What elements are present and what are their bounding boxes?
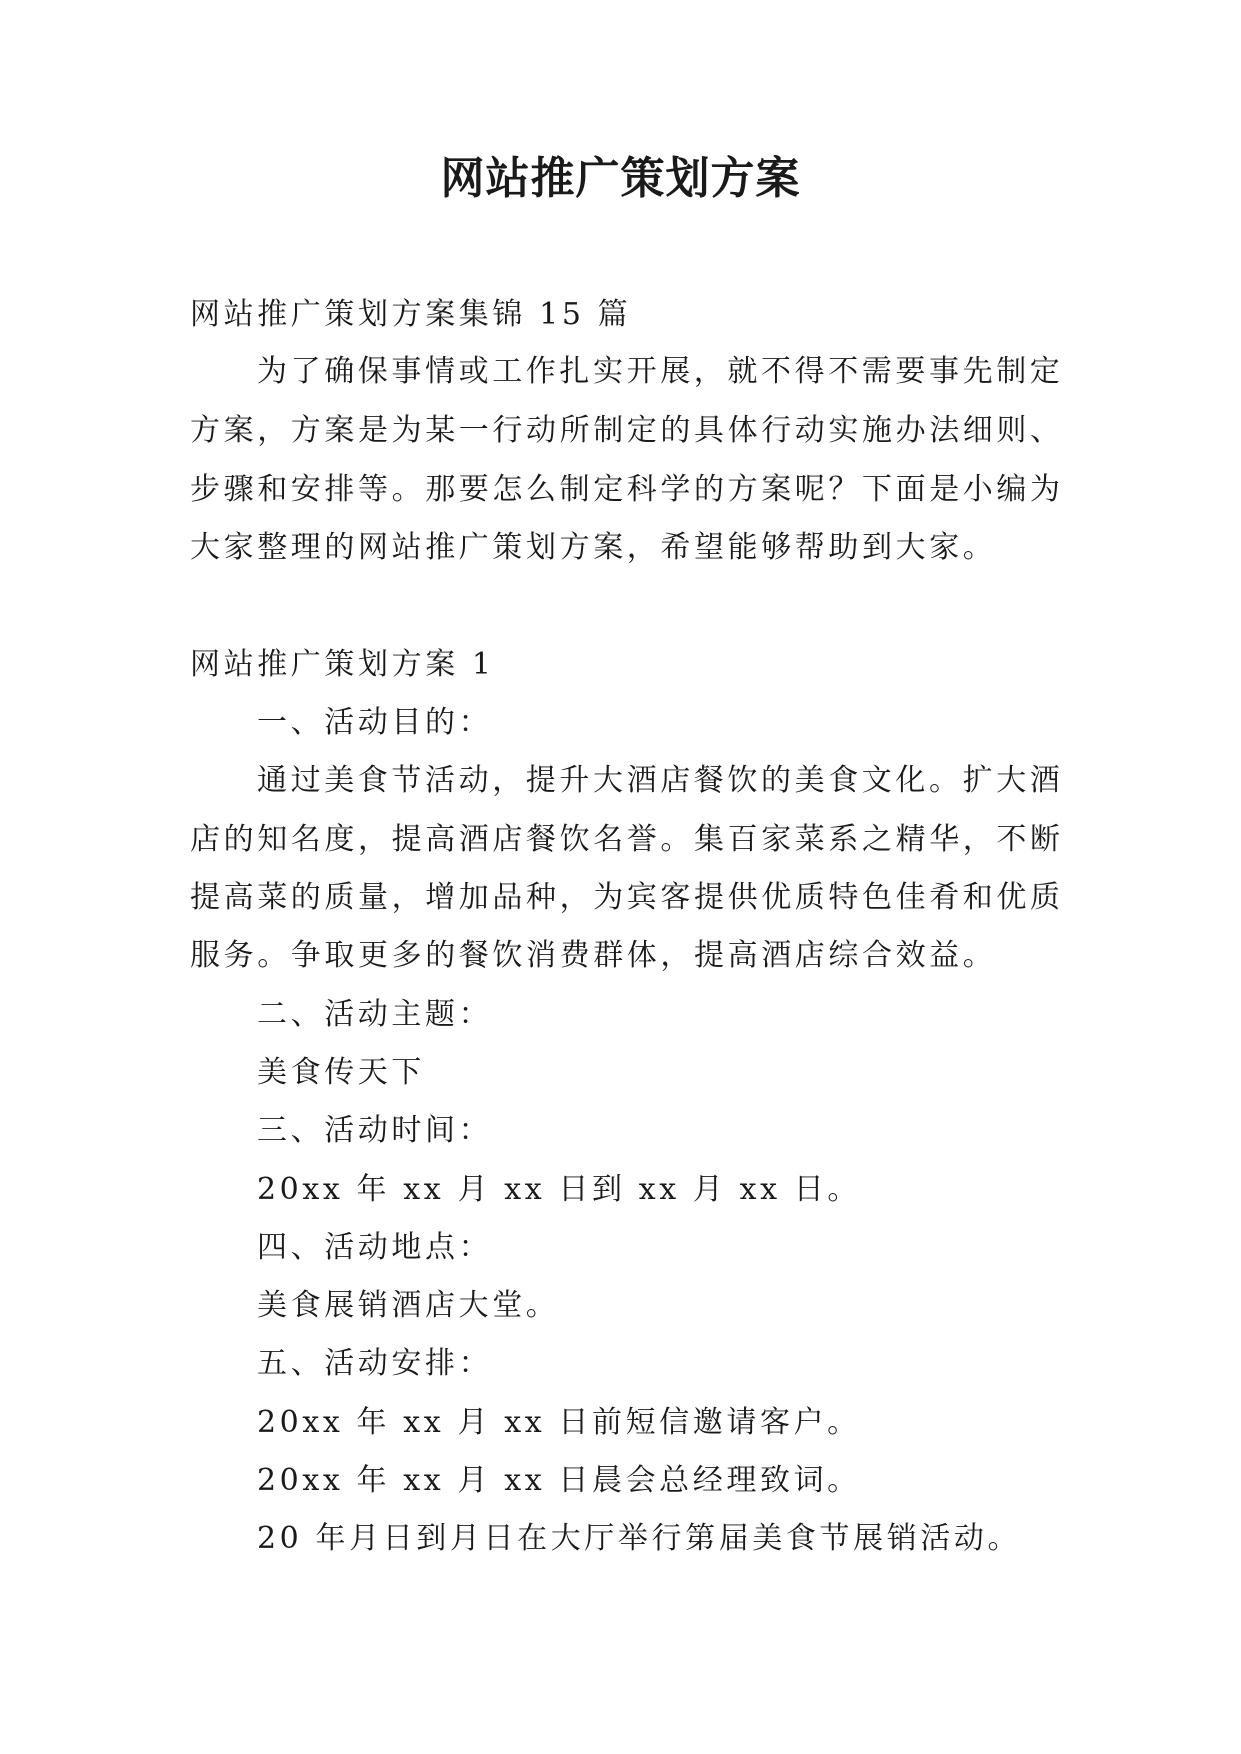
section-heading: 网站推广策划方案 1 (190, 647, 495, 682)
document-title: 网站推广策划方案 (440, 153, 801, 204)
intro-paragraph-line: 大家整理的网站推广策划方案，希望能够帮助到大家。 (190, 530, 997, 565)
body-paragraph-line: 20xx 年 xx 月 xx 日晨会总经理致词。 (257, 1463, 861, 1498)
body-paragraph-line: 服务。争取更多的餐饮消费群体，提高酒店综合效益。 (190, 938, 997, 973)
body-paragraph-line: 提高菜的质量，增加品种，为宾客提供优质特色佳肴和优质 (190, 880, 1064, 915)
subsection-heading: 四、活动地点： (257, 1230, 493, 1265)
body-paragraph-line: 20 年月日到月日在大厅举行第届美食节展销活动。 (257, 1521, 1022, 1556)
body-paragraph-line: 20xx 年 xx 月 xx 日前短信邀请客户。 (257, 1405, 861, 1440)
body-paragraph-line: 店的知名度，提高酒店餐饮名誉。集百家菜系之精华，不断 (190, 822, 1064, 857)
intro-paragraph-line: 方案，方案是为某一行动所制定的具体行动实施办法细则、 (190, 413, 1064, 448)
body-paragraph-line: 通过美食节活动，提升大酒店餐饮的美食文化。扩大酒 (257, 763, 1064, 798)
subsection-heading: 二、活动主题： (257, 997, 493, 1032)
subsection-heading: 五、活动安排： (257, 1346, 493, 1381)
collection-heading: 网站推广策划方案集锦 15 篇 (190, 297, 632, 332)
body-paragraph-line: 美食展销酒店大堂。 (257, 1288, 560, 1323)
body-paragraph-line: 美食传天下 (257, 1055, 425, 1090)
subsection-heading: 一、活动目的： (257, 705, 493, 740)
body-paragraph-line: 20xx 年 xx 月 xx 日到 xx 月 xx 日。 (257, 1172, 861, 1207)
subsection-heading: 三、活动时间： (257, 1113, 493, 1148)
intro-paragraph-line: 为了确保事情或工作扎实开展，就不得不需要事先制定 (257, 354, 1064, 389)
intro-paragraph-line: 步骤和安排等。那要怎么制定科学的方案呢？下面是小编为 (190, 472, 1064, 507)
